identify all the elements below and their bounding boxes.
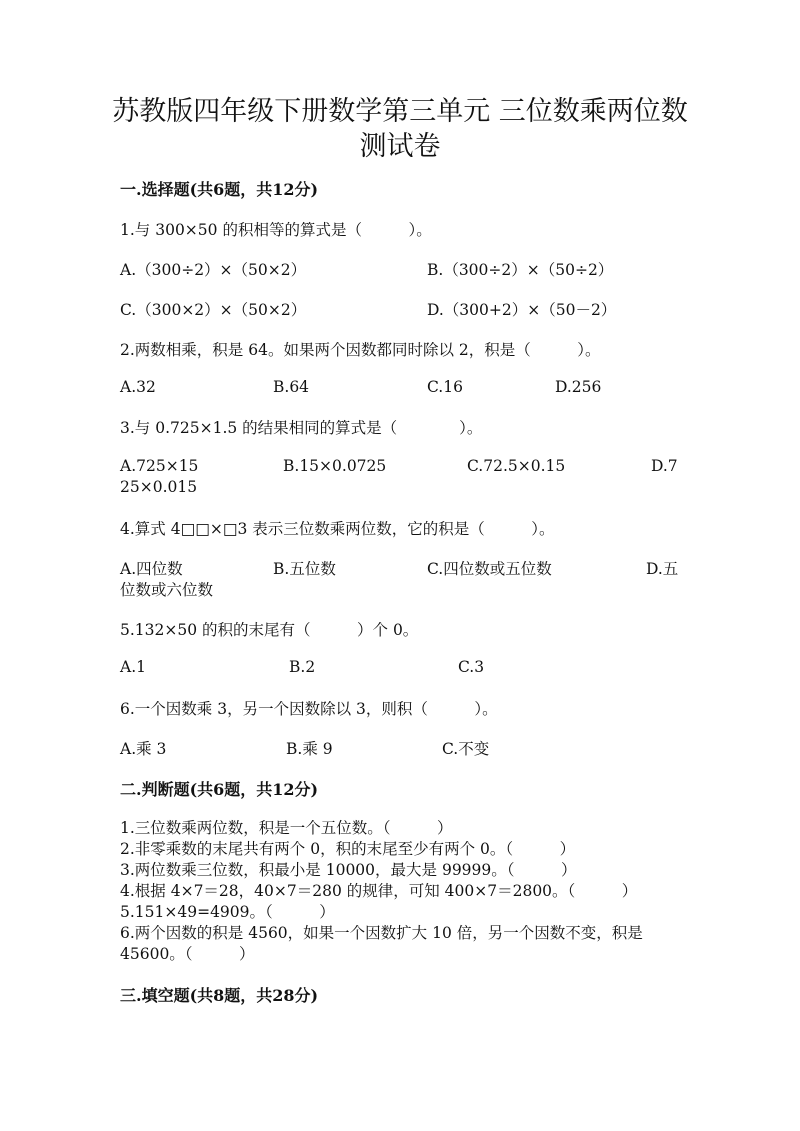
judgement-line: 5.151×49=4909。（ ） (120, 903, 335, 921)
option-b: B.64 (273, 378, 310, 396)
question-text: 2.两数相乘，积是 64。如果两个因数都同时除以 2，积是（ ）。 (120, 341, 601, 359)
option-b: B.2 (289, 658, 316, 676)
option-d-continued: 位数或六位数 (120, 581, 214, 599)
section-heading-choice: 一.选择题(共6题，共12分) (120, 180, 319, 199)
option-a: A.725×15 (120, 457, 199, 475)
question-text: 1.与 300×50 的积相等的算式是（ ）。 (120, 221, 432, 239)
option-d: D.256 (555, 378, 602, 396)
exam-title-line2: 测试卷 (359, 131, 441, 162)
question-text: 5.132×50 的积的末尾有（ ）个 0。 (120, 621, 419, 639)
option-c: C.16 (427, 378, 463, 396)
judgement-line: 4.根据 4×7＝28，40×7＝280 的规律，可知 400×7＝2800。（ ） (120, 882, 638, 900)
option-b: B.乘 9 (286, 740, 333, 758)
option-d-continued: 25×0.015 (120, 478, 198, 496)
judgement-line: 6.两个因数的积是 4560，如果一个因数扩大 10 倍，另一个因数不变，积是 (120, 924, 643, 942)
option-b: B.15×0.0725 (283, 457, 387, 475)
option-b: B.五位数 (273, 560, 336, 578)
question-text: 4.算式 4□□×□3 表示三位数乘两位数，它的积是（ ）。 (120, 520, 555, 538)
option-a: A.32 (120, 378, 156, 396)
question-text: 6.一个因数乘 3，另一个因数除以 3，则积（ ）。 (120, 700, 498, 718)
option-b: B.（300÷2）×（50÷2） (427, 261, 614, 279)
judgement-line: 2.非零乘数的末尾共有两个 0，积的末尾至少有两个 0。（ ） (120, 840, 576, 858)
option-a: A.1 (120, 658, 146, 676)
option-c: C.四位数或五位数 (427, 560, 552, 578)
option-a: A.四位数 (120, 560, 183, 578)
judgement-line: 3.两位数乘三位数，积最小是 10000，最大是 99999。（ ） (120, 861, 577, 879)
option-c: C.（300×2）×（50×2） (120, 301, 307, 319)
option-c: C.72.5×0.15 (467, 457, 566, 475)
option-a: A.（300÷2）×（50×2） (120, 261, 307, 279)
option-d: D.（300+2）×（50－2） (427, 301, 617, 319)
option-c: C.不变 (442, 740, 490, 758)
option-d: D.五 (646, 560, 679, 578)
section-heading-fill-in: 三.填空题(共8题，共28分) (120, 986, 319, 1005)
judgement-line-continued: 45600。（ ） (120, 945, 255, 963)
exam-title-line1: 苏教版四年级下册数学第三单元 三位数乘两位数 (112, 96, 688, 127)
option-d: D.7 (651, 457, 678, 475)
option-a: A.乘 3 (120, 740, 167, 758)
option-c: C.3 (458, 658, 485, 676)
question-text: 3.与 0.725×1.5 的结果相同的算式是（ ）。 (120, 419, 483, 437)
section-heading-judgement: 二.判断题(共6题，共12分) (120, 780, 319, 799)
judgement-line: 1.三位数乘两位数，积是一个五位数。（ ） (120, 819, 453, 837)
